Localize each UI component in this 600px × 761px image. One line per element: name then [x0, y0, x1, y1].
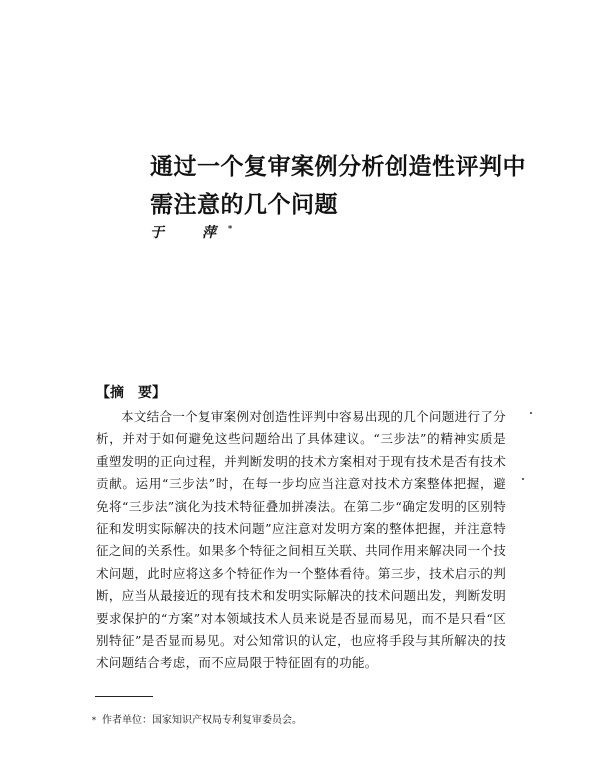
scan-speck: [530, 412, 532, 414]
scan-speck: [522, 478, 524, 480]
footnote-divider: [95, 696, 153, 697]
author-marker: *: [228, 223, 233, 233]
paper-title: [150, 148, 550, 224]
footnote-text: 作者单位：国家知识产权局专利复审委员会。: [102, 715, 302, 726]
footnote: [92, 711, 302, 726]
title-line-1: 通过一个复审案例分析创造性评判中: [150, 154, 526, 180]
author-line: [150, 222, 232, 242]
abstract-label: 【摘 要】: [96, 385, 166, 401]
title-line-2: 需注意的几个问题: [150, 192, 338, 218]
author-name: 于 萍: [150, 225, 228, 241]
footnote-marker: *: [92, 716, 96, 725]
abstract-text: 本文结合一个复审案例对创造性评判中容易出现的几个问题进行了分析，并对于如何避免这些问题给出了具体建议。“三步法”的精神实质是重塑发明的正向过程，并判断发明的技术方案相对于现有技术是否有技术贡献。运用“三步法”时，在每一步均应当注意对技术方案整体把握，避免将“三步法”演化为技术特征叠加拼凑法。在第二步“确定发明的区别特征和发明实际解决的技术问题”应注意对发明方案的整体把握，并注意特征之间的关系性。如果多个特征之间相互关联、共同作用来解决同一个技术问题，此时应将这多个特征作为一个整体看待。第三步，技术启示的判断，应当从最接近的现有技术和发明实际解决的技术问题出发，判断发明要求保护的“方案”对本领域技术人员来说是否显而易见，而不是只看“区别特征”是否显而易见。对公知常识的认定，也应将手段与其所解决的技术问题结合考虑，而不应局限于特征固有的功能。: [96, 409, 506, 671]
